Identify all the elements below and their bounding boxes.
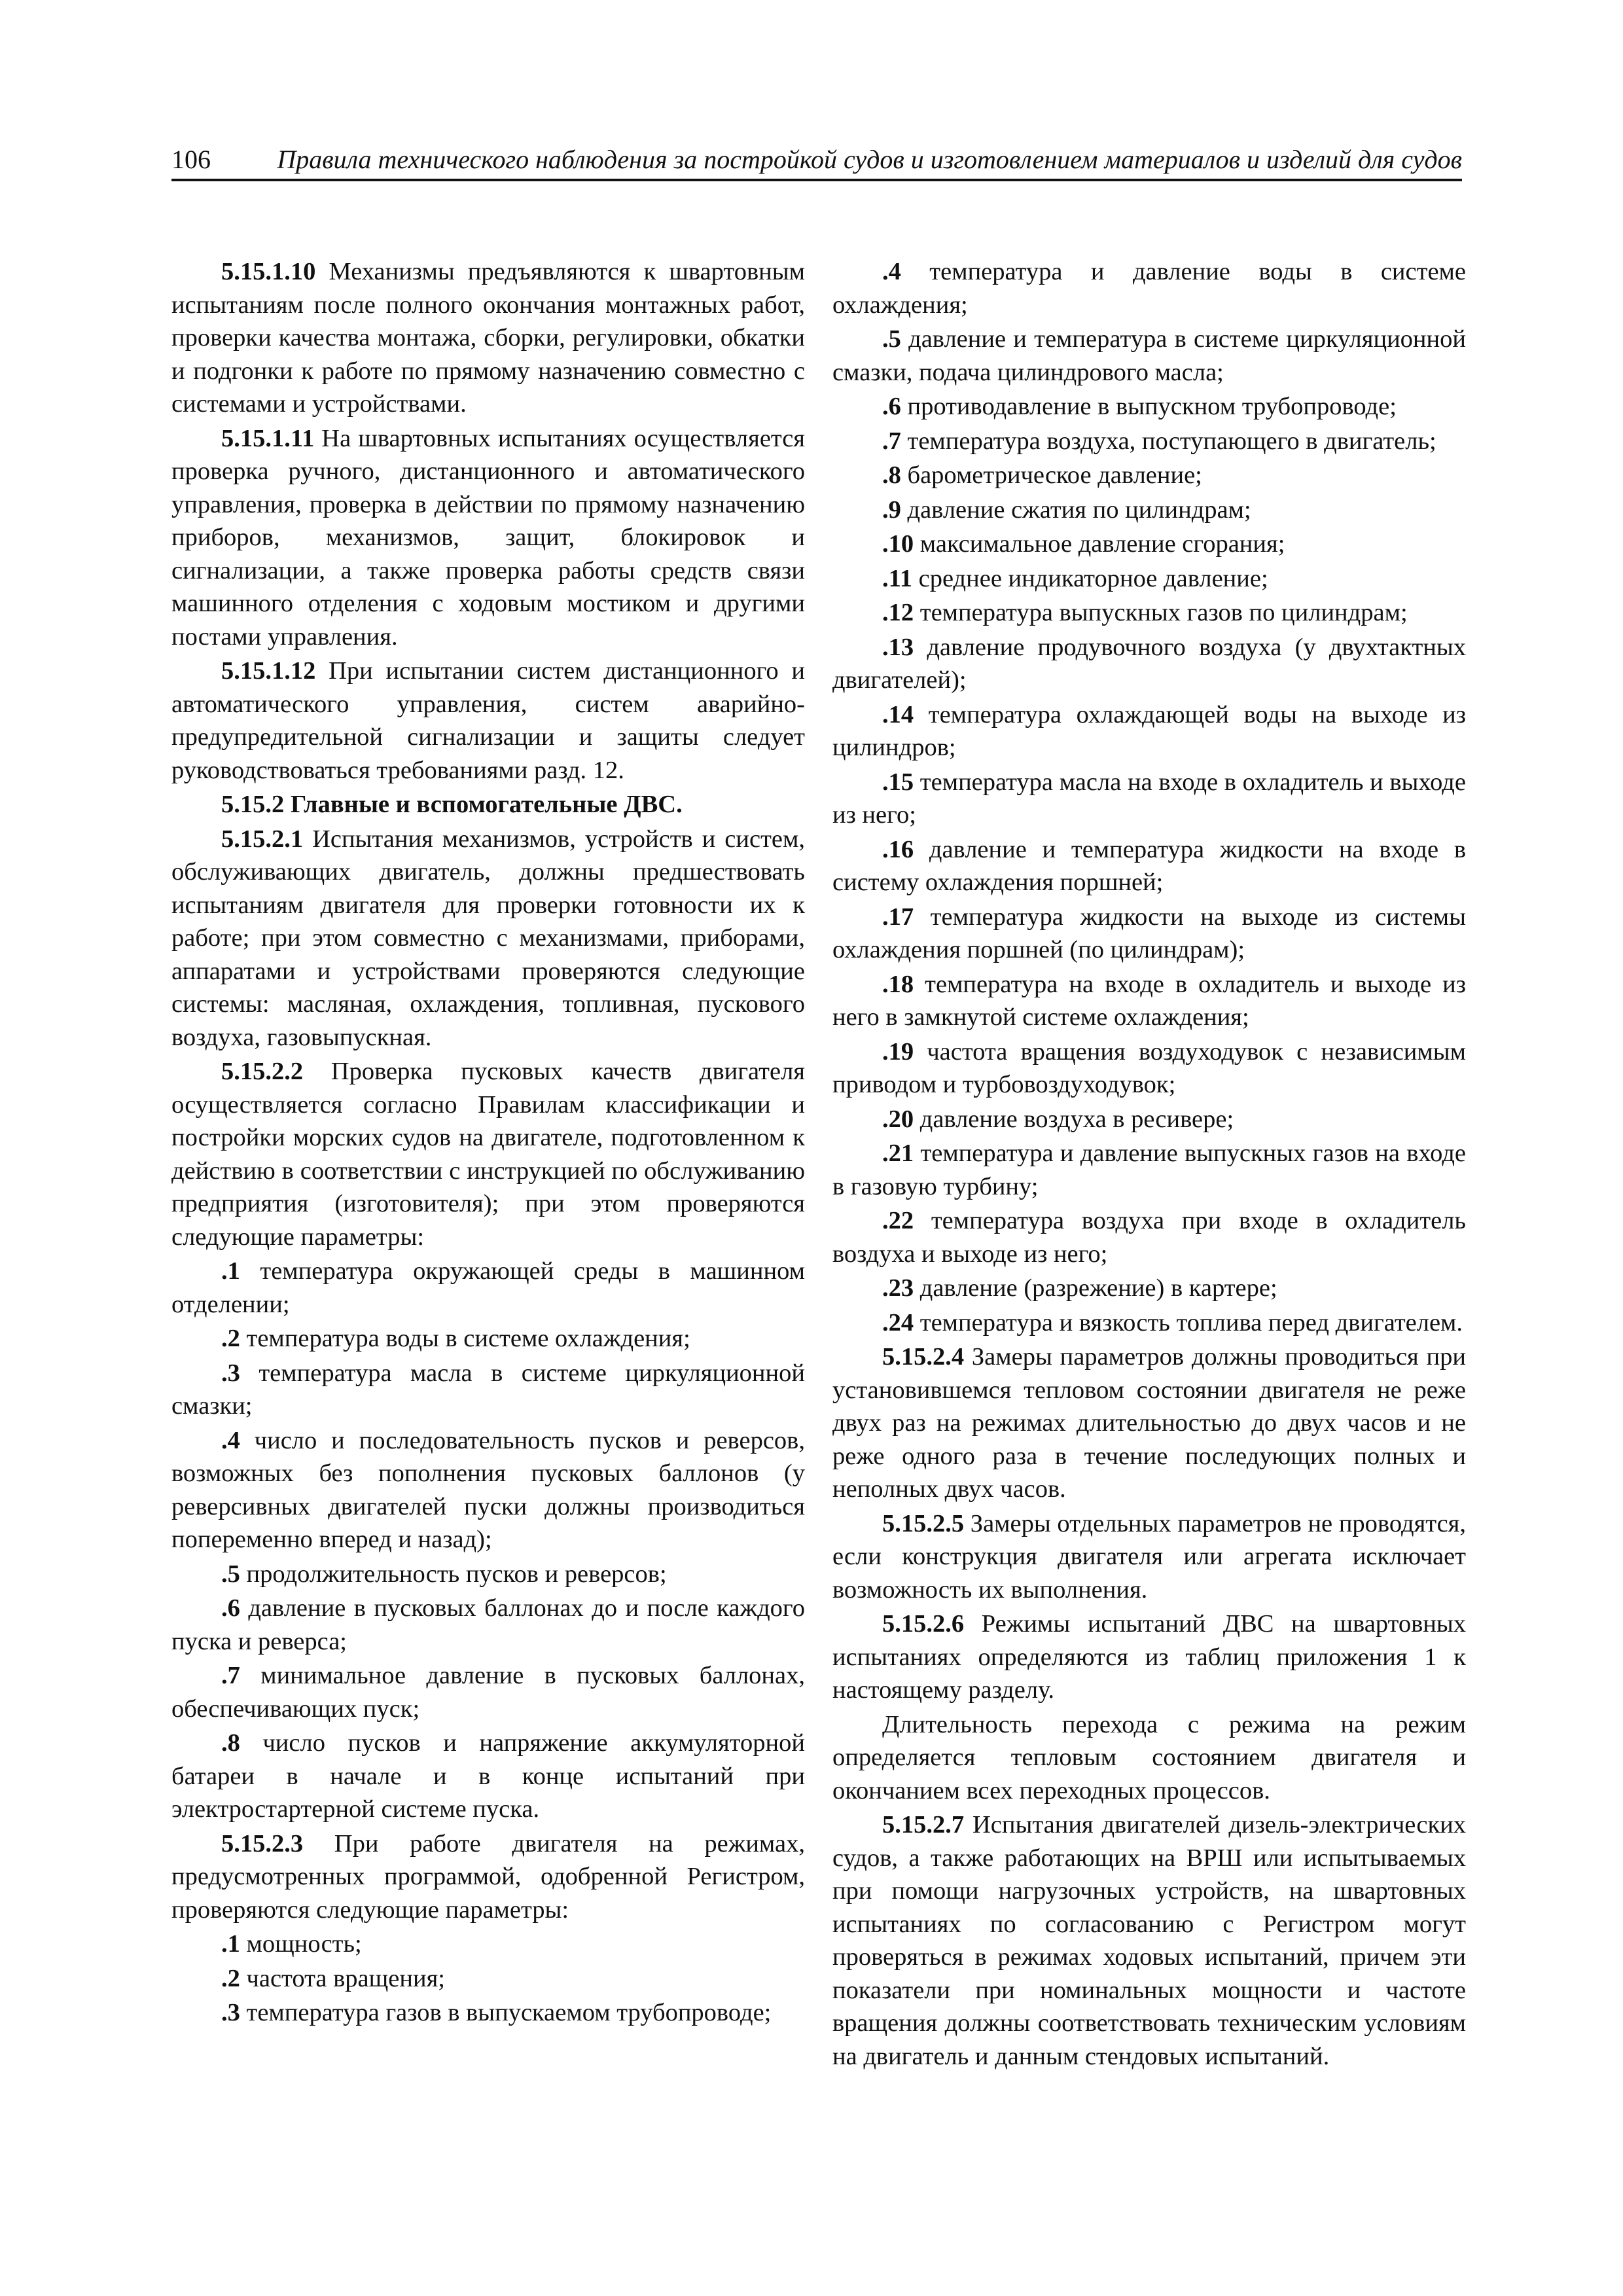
paragraph [171,1357,805,1423]
paragraph-text: температура и давление воды в системе охлаждения; [832,258,1466,319]
paragraph [832,528,1466,561]
paragraph [832,1708,1466,1808]
paragraph [832,1340,1466,1506]
paragraph-text: число и последовательность пусков и реверсов, возможных без пополнения пусковых баллонов (у реверсивных двигателей пуски должны производиться попеременно вперед и назад); [171,1426,805,1553]
paragraph-text: давление сжатия по цилиндрам; [901,495,1251,524]
clause-number: .8 [221,1729,240,1757]
clause-number: .5 [882,325,901,353]
page-number: 106 [171,145,211,174]
paragraph [832,1272,1466,1305]
paragraph-text: давление воздуха в ресивере; [914,1105,1234,1133]
paragraph [832,766,1466,832]
paragraph-text: температура и вязкость топлива перед двигателем. [914,1308,1463,1336]
running-title: Правила технического наблюдения за постройкой судов и изготовлением материалов и изделий для судов [277,145,1462,174]
paragraph-text: давление продувочного воздуха (у двухтактных двигателей); [832,633,1466,694]
clause-number: .6 [221,1594,240,1622]
paragraph [171,1827,805,1927]
paragraph-text: При испытании систем дистанционного и автоматического управления, систем аварийно-предупредительной сигнализации и защиты следует руководствоваться требованиями разд. 12. [171,657,805,784]
paragraph [171,1255,805,1321]
clause-number: .20 [882,1105,914,1133]
clause-number: .12 [882,599,914,626]
clause-number: 5.15.1.10 [221,258,316,285]
paragraph-text: температура выпускных газов по цилиндрам; [914,599,1408,626]
clause-number: .3 [221,1999,240,2026]
paragraph-text: мощность; [240,1930,362,1958]
paragraph-text: среднее индикаторное давление; [912,564,1268,592]
paragraph-text: продолжительность пусков и реверсов; [240,1560,667,1588]
paragraph [832,323,1466,389]
clause-number: .11 [882,564,913,592]
paragraph [171,1996,805,2030]
paragraph-text: барометрическое давление; [901,461,1202,489]
right-column [832,255,1466,2074]
clause-number: .2 [221,1325,240,1352]
clause-number: .1 [221,1930,240,1958]
paragraph [832,255,1466,321]
paragraph-text: температура и давление выпускных газов на входе в газовую турбину; [832,1139,1466,1200]
paragraph [832,968,1466,1034]
paragraph [171,823,805,1054]
paragraph-text: температура жидкости на выходе из системы охлаждения поршней (по цилиндрам); [832,903,1466,963]
paragraph [832,1306,1466,1340]
clause-number: 5.15.2.4 [882,1343,965,1371]
clause-number: .6 [882,393,901,420]
clause-number: .7 [221,1662,240,1689]
clause-number: 5.15.1.11 [221,424,315,452]
paragraph-text: температура масла на входе в охладитель и выходе из него; [832,768,1466,829]
clause-number: .5 [221,1560,240,1588]
clause-number: .18 [882,970,914,998]
paragraph-text: температура масла в системе циркуляционной смазки; [171,1359,805,1420]
paragraph [832,425,1466,458]
clause-number: .13 [882,633,914,661]
paragraph-text: давление и температура в системе циркуляционной смазки, подача цилиндрового масла; [832,325,1466,386]
clause-number: .19 [882,1037,914,1066]
paragraph [171,1322,805,1355]
paragraph-text: температура охлаждающей воды на выходе из цилиндров; [832,700,1466,761]
clause-number: .15 [882,768,914,796]
clause-number: .10 [882,530,914,558]
clause-number: .2 [221,1964,240,1992]
paragraph-text: Режимы испытаний ДВС на швартовных испытаниях определяются из таблиц приложения 1 к настоящему разделу. [832,1610,1466,1704]
paragraph-text: На швартовных испытаниях осуществляется проверка ручного, дистанционного и автоматического управления, проверка в действии по прямому назначению приборов, механизмов, защит, блокировок и сигнализации, а также проверка работы средств связи машинного отделения с ходовым мостиком и другими постами управления. [171,424,805,651]
paragraph-text: давление в пусковых баллонах до и после каждого пуска и реверса; [171,1594,805,1655]
clause-number: .17 [882,903,914,931]
clause-number: .8 [882,461,901,489]
clause-number: .7 [882,427,901,455]
paragraph [171,255,805,421]
paragraph-text: Длительность перехода с режима на режим определяется тепловым состоянием двигателя и окончанием всех переходных процессов. [832,1710,1466,1804]
paragraph [832,596,1466,630]
paragraph [832,459,1466,492]
clause-number: 5.15.2 Главные и вспомогательные ДВС. [221,791,683,818]
paragraph-text: число пусков и напряжение аккумуляторной батареи в начале и в конце испытаний при электростартерной системе пуска. [171,1729,805,1823]
paragraph [171,788,805,821]
paragraph [171,1055,805,1253]
paragraph-text: частота вращения; [240,1964,445,1992]
paragraph-text: температура воздуха при входе в охладитель воздуха и выходе из него; [832,1207,1466,1268]
paragraph [832,1035,1466,1102]
paragraph [832,1103,1466,1136]
paragraph-text: температура воздуха, поступающего в двигатель; [901,427,1436,455]
clause-number: .14 [882,700,914,728]
paragraph-text: температура на входе в охладитель и выходе из него в замкнутой системе охлаждения; [832,970,1466,1031]
paragraph [832,1204,1466,1270]
paragraph [832,493,1466,527]
clause-number: .9 [882,495,901,524]
paragraph [832,1808,1466,2073]
paragraph-text: максимальное давление сгорания; [914,530,1285,558]
paragraph [171,422,805,654]
clause-number: .3 [221,1359,240,1387]
paragraph-text: Испытания двигателей дизель-электрических судов, а также работающих на ВРШ или испытываемых при помощи нагрузочных устройств, на швартовных испытаниях по согласованию с Регистром могут проверяться в режимах ходовых испытаний, причем эти показатели при номинальных мощности и частоте вращения должны соответствовать техническим условиям на двигатель и данным стендовых испытаний. [832,1811,1466,2070]
paragraph-text: При работе двигателя на режимах, предусмотренных программой, одобренной Регистром, проверяются следующие параметры: [171,1829,805,1924]
paragraph [171,1592,805,1658]
paragraph-text: частота вращения воздуходувок с независимым приводом и турбовоздуходувок; [832,1037,1466,1098]
paragraph-text: Проверка пусковых качеств двигателя осуществляется согласно Правилам классификации и постройки морских судов на двигателе, подготовленном к действию в соответствии с инструкцией по обслуживанию предприятия (изготовителя); при этом проверяются следующие параметры: [171,1058,805,1251]
header-rule [171,179,1462,181]
paragraph-text: температура воды в системе охлаждения; [240,1325,690,1352]
paragraph [171,1928,805,1961]
paragraph-text: Замеры отдельных параметров не проводятся, если конструкция двигателя или агрегата исключает возможность их выполнения. [832,1509,1466,1604]
paragraph [832,390,1466,423]
clause-number: .23 [882,1274,914,1302]
paragraph-text: температура окружающей среды в машинном отделении; [171,1257,805,1318]
paragraph [832,698,1466,764]
paragraph [832,1607,1466,1707]
paragraph [832,833,1466,899]
clause-number: .24 [882,1308,914,1336]
clause-number: .16 [882,835,914,863]
clause-number: .4 [221,1426,240,1454]
paragraph [832,562,1466,596]
clause-number: 5.15.2.2 [221,1058,304,1085]
paragraph-text: противодавление в выпускном трубопроводе; [901,393,1397,420]
left-column [171,255,805,2031]
paragraph-text: температура газов в выпускаемом трубопроводе; [240,1999,772,2026]
paragraph [832,631,1466,697]
paragraph-text: Механизмы предъявляются к швартовным испытаниям после полного окончания монтажных работ, проверки качества монтажа, сборки, регулировки, обкатки и подгонки к работе по прямому назначению совместно с системами и устройствами. [171,258,805,418]
paragraph [832,1507,1466,1607]
running-header [171,141,1462,181]
paragraph [171,1727,805,1826]
clause-number: .21 [882,1139,914,1167]
paragraph-text: давление (разрежение) в картере; [914,1274,1277,1302]
paragraph [832,1137,1466,1203]
paragraph [171,1558,805,1591]
clause-number: 5.15.2.1 [221,825,304,853]
clause-number: 5.15.2.3 [221,1829,304,1857]
clause-number: .4 [882,258,901,285]
paragraph [171,1962,805,1996]
paragraph-text: минимальное давление в пусковых баллонах, обеспечивающих пуск; [171,1662,805,1723]
clause-number: .1 [221,1257,240,1285]
paragraph-text: Испытания механизмов, устройств и систем, обслуживающих двигатель, должны предшествовать испытаниям двигателя для проверки готовности их к работе; при этом совместно с механизмами, приборами, аппаратами и устройствами проверяются следующие системы: масляная, охлаждения, топливная, пускового воздуха, газовыпускная. [171,825,805,1051]
clause-number: 5.15.2.6 [882,1610,965,1638]
paragraph-text: давление и температура жидкости на входе в систему охлаждения поршней; [832,835,1466,896]
paragraph [171,1659,805,1725]
clause-number: 5.15.1.12 [221,657,316,685]
paragraph-text: Замеры параметров должны проводиться при установившемся тепловом состоянии двигателя не реже двух раз на режимах длительностью до двух часов и не реже одного раза в течение последующих полных и неполных двух часов. [832,1343,1466,1503]
clause-number: 5.15.2.7 [882,1811,965,1839]
paragraph [832,901,1466,967]
clause-number: 5.15.2.5 [882,1509,965,1537]
paragraph [171,655,805,787]
paragraph [171,1424,805,1556]
clause-number: .22 [882,1207,914,1234]
